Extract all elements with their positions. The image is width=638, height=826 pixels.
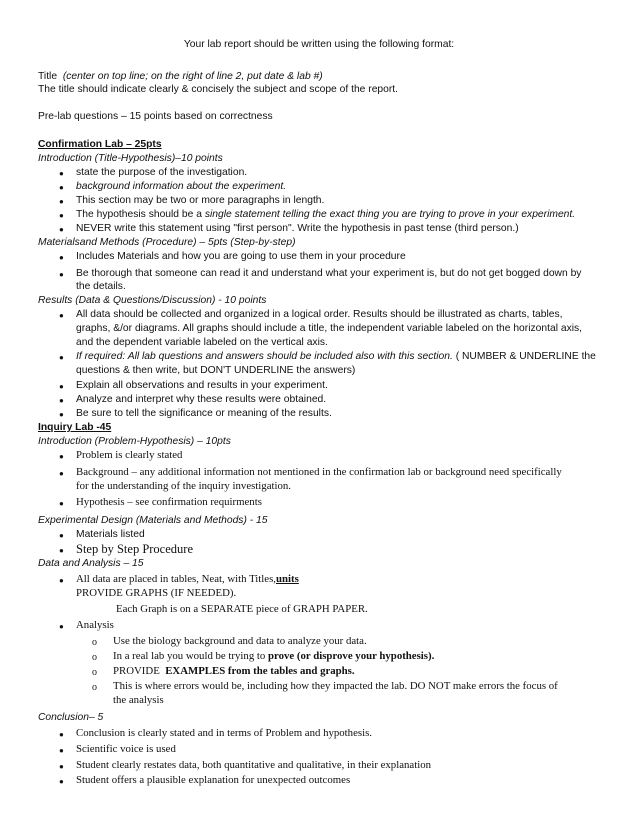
list-item: Student clearly restates data, both quantitative and qualitative, in their explanation	[76, 759, 431, 771]
inquiry-heading: Inquiry Lab -45	[38, 422, 112, 433]
list-item: Student offers a plausible explanation for unexpected outcomes	[76, 774, 351, 786]
list-item: All data should be collected and organized in a logical order. Results should be illustrated as charts, tables,	[76, 309, 563, 320]
bullet-icon: ●	[59, 311, 64, 320]
sub-bullet-icon: o	[92, 637, 97, 648]
inquiry-intro-heading: Introduction (Problem-Hypothesis) – 10pts	[38, 436, 231, 447]
list-item: Scientific voice is used	[76, 743, 176, 755]
list-item: Background – any additional information not mentioned in the confirmation lab or background need specifically	[76, 466, 562, 478]
bullet-icon: ●	[59, 576, 64, 585]
list-item-continued: the details.	[76, 281, 126, 292]
sub-list-item: Use the biology background and data to analyze your data.	[113, 635, 367, 647]
list-item	[76, 208, 575, 221]
bullet-icon: ●	[59, 452, 64, 461]
inquiry-data-heading: Data and Analysis – 15	[38, 558, 144, 569]
sub-bullet-icon: o	[92, 652, 97, 663]
data-units-text: units	[276, 573, 299, 585]
data-tables-text: All data are placed in tables, Neat, with Titles,	[76, 573, 276, 585]
list-item: Explain all observations and results in your experiment.	[76, 380, 328, 391]
list-item: Materials listed	[76, 529, 145, 540]
sub-emphasis: prove (or disprove your hypothesis).	[268, 650, 435, 662]
sub-bullet-icon: o	[92, 682, 97, 693]
list-item: Problem is clearly stated	[76, 449, 183, 461]
bullet-icon: ●	[59, 469, 64, 478]
list-item: Analyze and interpret why these results were obtained.	[76, 394, 327, 405]
confirmation-intro-heading: Introduction (Title-Hypothesis)–10 points	[38, 153, 223, 164]
sub-list-item: This is where errors would be, including how they impacted the lab. DO NOT make errors the focus of	[113, 680, 558, 692]
sub-text: PROVIDE	[113, 665, 160, 677]
list-item: NEVER write this statement using "first person". Write the hypothesis in past tense (third person.)	[76, 223, 519, 234]
sub-bullet-icon: o	[92, 667, 97, 678]
list-item-continued: for the understanding of the inquiry investigation.	[76, 480, 291, 492]
bullet-icon: ●	[59, 396, 64, 405]
title-description: The title should indicate clearly & concisely the subject and scope of the report.	[38, 84, 399, 95]
sub-list-item	[113, 650, 434, 663]
inquiry-design-heading: Experimental Design (Materials and Methods) - 15	[38, 515, 268, 526]
bullet-icon: ●	[59, 211, 64, 220]
prelab-line: Pre-lab questions – 15 points based on correctness	[38, 111, 273, 122]
confirmation-heading: Confirmation Lab – 25pts	[38, 139, 162, 150]
confirmation-methods-heading: Materialsand Methods (Procedure) – 5pts (Step-by-step)	[38, 237, 296, 248]
list-item: state the purpose of the investigation.	[76, 167, 248, 178]
questions-instruction: ( NUMBER & UNDERLINE the	[455, 351, 596, 362]
bullet-icon: ●	[59, 546, 64, 555]
list-item: background information about the experiment.	[76, 181, 287, 192]
bullet-icon: ●	[59, 730, 64, 739]
bullet-icon: ●	[59, 183, 64, 192]
list-item-continued: graphs, &/or diagrams. All graphs should include a title, the independent variable labeled on the horizontal axis,	[76, 323, 583, 334]
page-heading: Your lab report should be written using the following format:	[183, 39, 455, 50]
inquiry-conclusion-heading: Conclusion– 5	[38, 712, 104, 723]
bullet-icon: ●	[59, 382, 64, 391]
list-item: Includes Materials and how you are going to use them in your procedure	[76, 251, 406, 262]
sub-emphasis: EXAMPLES from the tables and graphs.	[165, 665, 355, 677]
list-item: This section may be two or more paragraphs in length.	[76, 195, 325, 206]
list-item-continued: and the dependent variable labeled on the vertical axis.	[76, 337, 328, 348]
bullet-icon: ●	[59, 353, 64, 362]
confirmation-results-heading: Results (Data & Questions/Discussion) - 10 points	[38, 295, 267, 306]
bullet-icon: ●	[59, 499, 64, 508]
list-item: Be sure to tell the significance or meaning of the results.	[76, 408, 332, 419]
title-line	[38, 70, 323, 83]
list-item: Hypothesis – see confirmation requirments	[76, 496, 262, 508]
list-item	[76, 350, 596, 363]
list-item: Step by Step Procedure	[76, 542, 193, 556]
bullet-icon: ●	[59, 622, 64, 631]
title-note: (center on top line; on the right of line 2, put date & lab #)	[62, 71, 323, 82]
list-item	[76, 573, 299, 586]
sub-list-item-continued: the analysis	[113, 694, 164, 706]
hypothesis-emphasis: single statement telling the exact thing you are trying to prove in your experiment.	[204, 209, 576, 220]
bullet-icon: ●	[59, 531, 64, 540]
bullet-icon: ●	[59, 270, 64, 279]
bullet-icon: ●	[59, 197, 64, 206]
questions-requirement: If required: All lab questions and answers should be included also with this section.	[76, 351, 453, 362]
list-item: Be thorough that someone can read it and understand what your experiment is, but do not get bogged down by	[76, 268, 582, 279]
sub-text: In a real lab you would be trying to	[113, 650, 266, 662]
bullet-icon: ●	[59, 169, 64, 178]
bullet-icon: ●	[59, 746, 64, 755]
sub-list-item	[113, 665, 355, 678]
bullet-icon: ●	[59, 253, 64, 262]
list-item: Analysis	[76, 619, 114, 631]
list-item-continued: Each Graph is on a SEPARATE piece of GRAPH PAPER.	[116, 603, 368, 615]
bullet-icon: ●	[59, 777, 64, 786]
title-label: Title	[38, 71, 58, 82]
list-item-continued: PROVIDE GRAPHS (IF NEEDED).	[76, 587, 237, 599]
hypothesis-text: The hypothesis should be a	[76, 209, 202, 220]
list-item: Conclusion is clearly stated and in terms of Problem and hypothesis.	[76, 727, 372, 739]
bullet-icon: ●	[59, 410, 64, 419]
bullet-icon: ●	[59, 762, 64, 771]
bullet-icon: ●	[59, 225, 64, 234]
list-item-continued: questions & then write, but DON'T UNDERLINE the answers)	[76, 365, 356, 376]
